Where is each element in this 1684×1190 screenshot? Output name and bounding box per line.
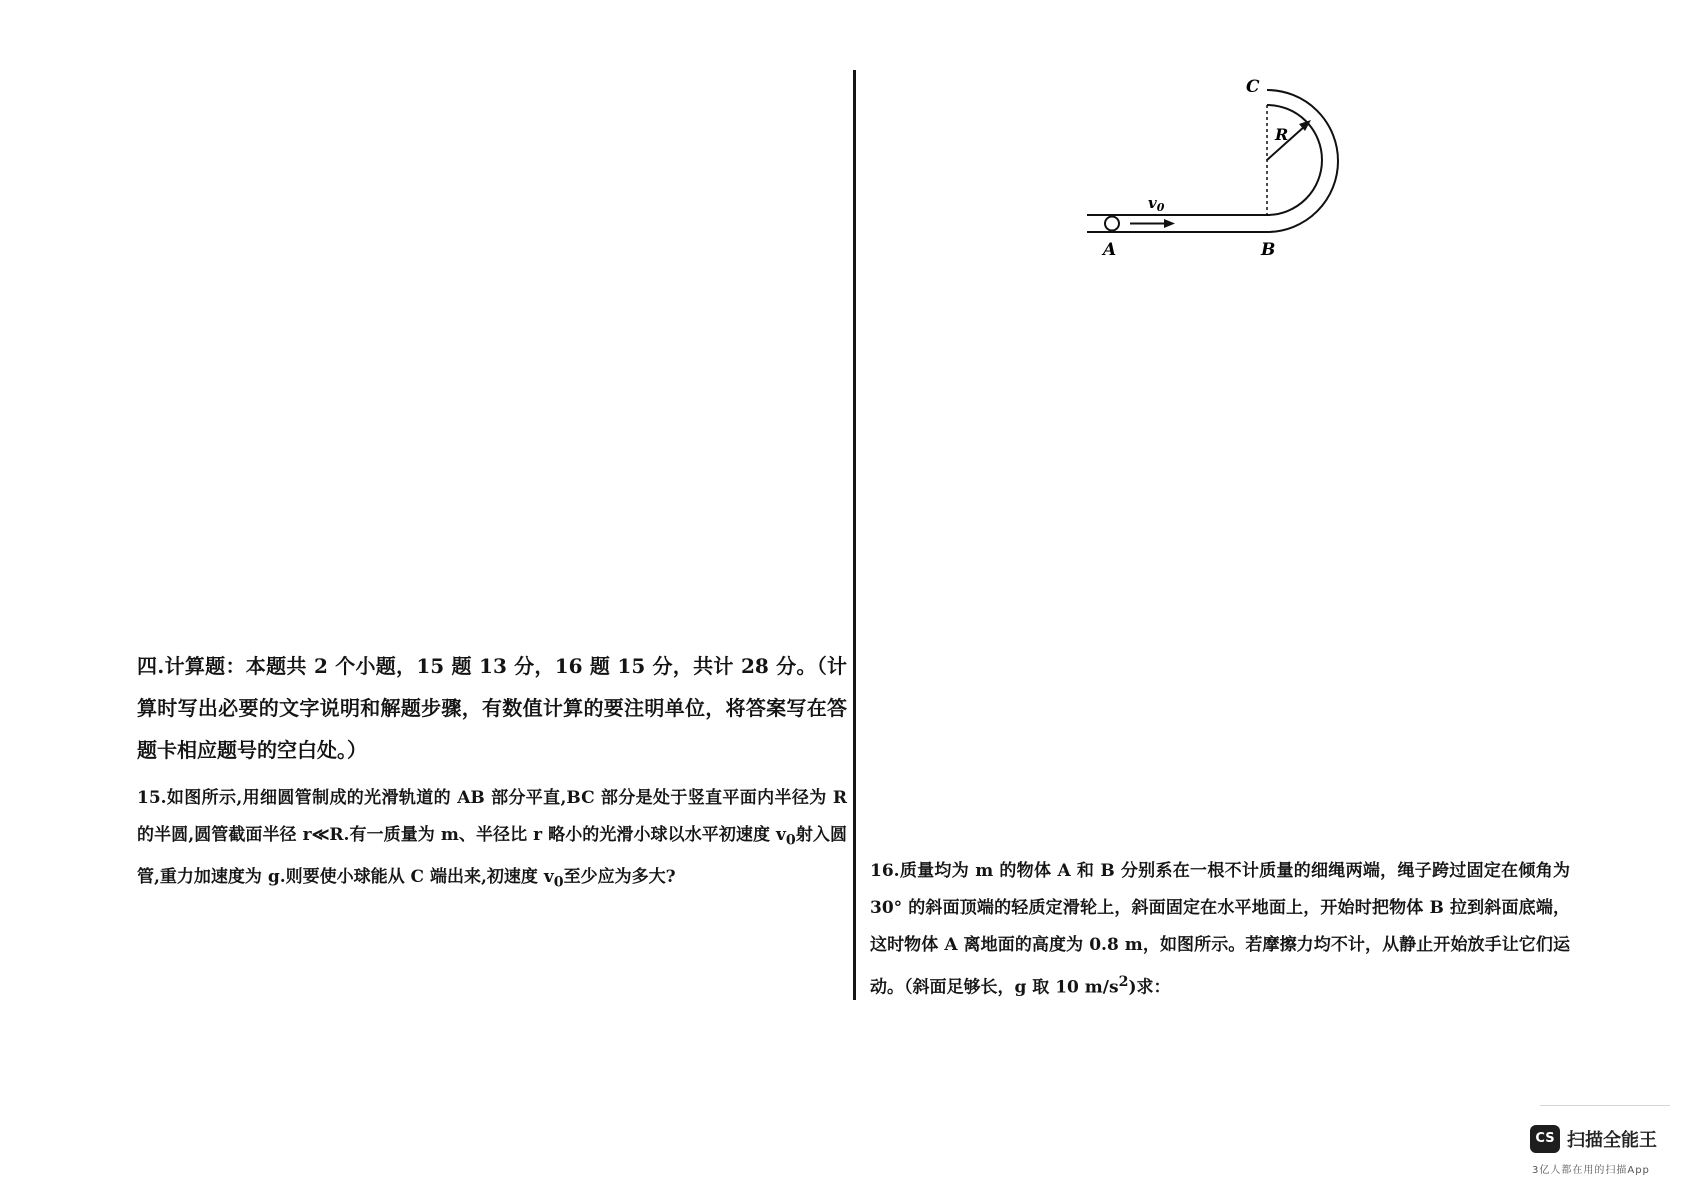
question-15-text-1: 如图所示,用细圆管制成的光滑轨道的 AB 部分平直,BC 部分是处于竖直平面内半径为 R 的半圆,圆管截面半径 r≪R.有一质量为 m、半径比 r 略小的光滑小球以水平初速度 v bbox=[137, 788, 847, 845]
scanner-watermark bbox=[1530, 1105, 1680, 1185]
label-b: B bbox=[1261, 240, 1276, 260]
question-15-sub-2: 0 bbox=[553, 874, 564, 891]
question-16-number: 16. bbox=[870, 861, 900, 881]
section-heading: 四.计算题：本题共 2 个小题，15 题 13 分，16 题 15 分，共计 28 分。（计算时写出必要的文字说明和解题步骤，有数值计算的要注明单位，将答案写在答题卡相应题号的空白处。） bbox=[137, 654, 847, 762]
watermark-rule bbox=[1540, 1105, 1670, 1106]
question-16-sup: 2 bbox=[1118, 974, 1129, 990]
watermark-tagline: 3亿人都在用的扫描App bbox=[1532, 1165, 1650, 1176]
tube-track-figure bbox=[1085, 70, 1365, 270]
tube-track-diagram bbox=[1085, 70, 1365, 270]
velocity-arrow-icon bbox=[1164, 219, 1175, 228]
camscanner-logo-icon: CS bbox=[1530, 1125, 1560, 1153]
label-a: A bbox=[1103, 240, 1117, 260]
label-r: R bbox=[1275, 125, 1289, 144]
semicircle-outer-wall bbox=[1267, 105, 1322, 215]
semicircle-inner-wall bbox=[1267, 90, 1338, 232]
label-v0 bbox=[1148, 194, 1165, 214]
column-divider bbox=[853, 70, 856, 1000]
question-15-sub-1: 0 bbox=[785, 832, 796, 849]
watermark-name: 扫描全能王 bbox=[1567, 1130, 1657, 1151]
label-v: v bbox=[1148, 194, 1157, 212]
question-15 bbox=[137, 780, 847, 902]
question-15-text-3: 至少应为多大? bbox=[563, 867, 676, 888]
question-16 bbox=[870, 853, 1570, 1007]
question-15-number: 15. bbox=[137, 788, 167, 808]
label-c: C bbox=[1246, 77, 1260, 97]
question-16-text-2: )求： bbox=[1128, 977, 1171, 998]
ball bbox=[1105, 217, 1119, 231]
question-15-text-2: 射入圆管,重力加速度为 g.则要使小球能从 C 端出来,初速度 v bbox=[137, 825, 847, 888]
label-v-sub: 0 bbox=[1156, 201, 1165, 214]
question-16-text-1: 质量均为 m 的物体 A 和 B 分别系在一根不计质量的细绳两端，绳子跨过固定在倾角为 30° 的斜面顶端的轻质定滑轮上，斜面固定在水平地面上，开始时把物体 B 拉到斜面底端，这时物体 A 离地面的高度为 0.8 m，如图所示。若摩擦力均不计，从静止开始放手让它们运动。（斜面足够长，g 取 10 m/s bbox=[870, 861, 1570, 998]
